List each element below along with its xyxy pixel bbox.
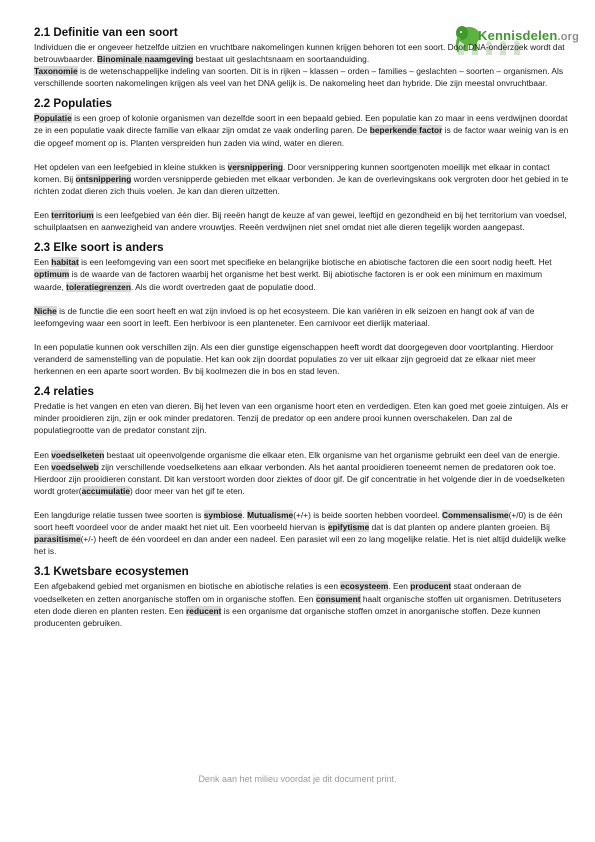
term: voedselketen bbox=[51, 449, 105, 460]
term: ontsnippering bbox=[75, 173, 132, 184]
term: Commensalisme bbox=[442, 510, 509, 521]
paragraph: Niche is de functie die een soort heeft en wat zijn invloed is op het ecosysteem. Die kan variëren in elk seizoen en hangt ook af van de leefomgeving waar een soort in leeft. Een herbivoor is een planteneter. Een carnivoor eet dierlijk materiaal. bbox=[34, 305, 535, 328]
term: epifytisme bbox=[327, 522, 370, 533]
heading-2-4: 2.4 relaties bbox=[34, 385, 94, 399]
heading-2-1: 2.1 Definitie van een soort bbox=[34, 26, 178, 39]
paragraph: Een afgebakend gebied met organismen en biotische en abiotische relaties is een ecosysteem. Een producent staat onderaan de voedselketen en zetten anorganische stoffen om in organische stoffen. Een consument haalt organische stoffen uit organismen. Detritusetеrs eten dode dieren en planten resten. Een reducent is een organisme dat organische stoffen omzet in anorganische stoffen. Deze kunnen producenten gebruiken. bbox=[34, 581, 562, 628]
term: symbiose bbox=[203, 510, 243, 521]
term: territorium bbox=[51, 210, 94, 221]
logo-text: Kennisdelen.org bbox=[478, 28, 580, 43]
paragraph: Een habitat is een leefomgeving van een soort met specifieke en belangrijke biotische en abiotische factoren die een soort nodig heeft. Het optimum is de waarde van de factoren waarbij het organisme het best werkt. Bij abiotische factoren is er ook een minimum en maximum waarde, toleratiegrenzen. Als die wordt overtreden gaat de populatie dood. bbox=[34, 257, 552, 292]
term: Taxonomie bbox=[34, 66, 78, 77]
term: parasitisme bbox=[34, 534, 81, 545]
term: producent bbox=[410, 581, 452, 592]
term: versnippering bbox=[227, 161, 283, 172]
term: toleratiegrenzen bbox=[66, 281, 131, 292]
paragraph: In een populatie kunnen ook verschillen zijn. Als een dier gunstige eigenschappen heeft wordt dat doorgegeven door voortplanting. Hierdoor veranderd de samenstelling van de populatie. Het kan ook zijn doordat populaties zo ver uit elkaar zijn gegroeid dat ze elkaar niet meer herkennen en een aparte soort worden. Bv bij koolmezen die in bos en stad leven. bbox=[34, 341, 554, 377]
term: Binominale naamgeving bbox=[96, 54, 194, 65]
paragraph: Een territorium is een leefgebied van één dier. Bij reeën hangt de keuze af van gewei, leeftijd en gezondheid en bij het territorium van voedsel, schuilplaatsen en aanwezigheid van andere vrouwtjes. Reeën verdwijnen niet snel omdat niet alle dieren tegelijk worden aangepast. bbox=[34, 210, 567, 233]
term: consument bbox=[315, 593, 361, 604]
heading-3-1: 3.1 Kwetsbare ecosystemen bbox=[34, 565, 189, 579]
paragraph: Predatie is het vangen en eten van dieren. Bij het leven van een organisme hoort eten en verdedigen. Eten kan goed met goeie zintuigen. Als er minder prooidieren zijn, zijn er ook minder predatoren. Tenzij de predator op een andere prooi kunnen overschakelen. Dan zal de populatiegrootte van de predator constant zijn. bbox=[34, 401, 569, 436]
paragraph: Een voedselketen bestaat uit opeenvolgende organisme die elkaar eten. Elk organisme van het organisme gebruikt een deel van de energie. Een voedselweb zijn verschillende voedselketens aan elkaar verbonden. Als het aantal prooidieren toeneemt nemen de predatoren ook toe. Hierdoor zijn prooidieren constant. Dit kan verstoort worden door ziektes of door gif. De gif concentratie in het volgende dier in de voedselketen wordt groter(accumulatie) door meer van het gif te eten. bbox=[34, 449, 565, 496]
term: ecosysteem bbox=[340, 581, 389, 592]
paragraph: Individuen die er ongeveer hetzelfde uitzien en vruchtbare nakomelingen kunnen krijgen behoren tot een soort. Door DNA-onderzoek wordt dat betrouwbaarder. Binominale naamgeving bestaat uit geslachtsnaam en soortaanduiding. bbox=[34, 42, 565, 65]
term: habitat bbox=[51, 257, 79, 268]
term: Populatie bbox=[34, 113, 72, 124]
term: reducent bbox=[186, 605, 222, 616]
term: accumulatie bbox=[81, 485, 131, 496]
term: voedselweb bbox=[51, 461, 99, 472]
term: Mutualisme bbox=[247, 510, 294, 521]
paragraph: Taxonomie is de wetenschappelijke indeling van soorten. Dit is in rijken – klassen – orden – families – geslachten – soorten – organismen. Als verschillende soorten nakomelingen krijgen als veel van het DNA gelijk is. De nakomeling heet dan hybride. Die zijn meestal onvruchtbaar. bbox=[34, 66, 564, 89]
document-body bbox=[34, 26, 572, 629]
term: optimum bbox=[34, 269, 70, 280]
paragraph: Populatie is een groep of kolonie organismen van dezelfde soort in een bepaald gebied. Een populatie kan zo maar in eens verdwijnen doordat ze in een populatie vaak directe familie van elkaar zijn omdat ze vaak onderling paren. De beperkende factor is de factor waar weinig van is en die opgeef moment op is. Planten verspreiden hun zaden via wind, water en dieren. bbox=[34, 113, 569, 148]
paragraph: Het opdelen van een leefgebied in kleine stukken is versnippering. Door versnippering kunnen soortgenoten moeilijk met elkaar in contact komen. Bij ontsnippering worden versnipperde gebieden met elkaar verbonden. Je kan de overlevingskans ook vergroten door het gebied in te richten zodat dieren zich thuis voelen. Je kan dan dieren uitzetten. bbox=[34, 161, 569, 196]
paragraph: Een langdurige relatie tussen twee soorten is symbiose. Mutualisme(+/+) is beide soorten hebben voordeel. Commensalisme(+/0) is de één soort heeft voordeel voor de ander maakt het niet uit. Een voorbeeld hiervan is epifytisme dat is dat planten op andere planten groeien. Bij parasitisme(+/-) heeft de één voordeel en dan ander een nadeel. Een parasiet wil een zo lang mogelijke relatie. Het is niet altijd duidelijk welke het is. bbox=[34, 510, 566, 557]
footer-note: Denk aan het milieu voordat je dit document print. bbox=[198, 774, 397, 784]
heading-2-3: 2.3 Elke soort is anders bbox=[34, 241, 164, 255]
heading-2-2: 2.2 Populaties bbox=[34, 97, 112, 111]
term: Niche bbox=[34, 305, 57, 316]
term: beperkende factor bbox=[369, 125, 443, 136]
